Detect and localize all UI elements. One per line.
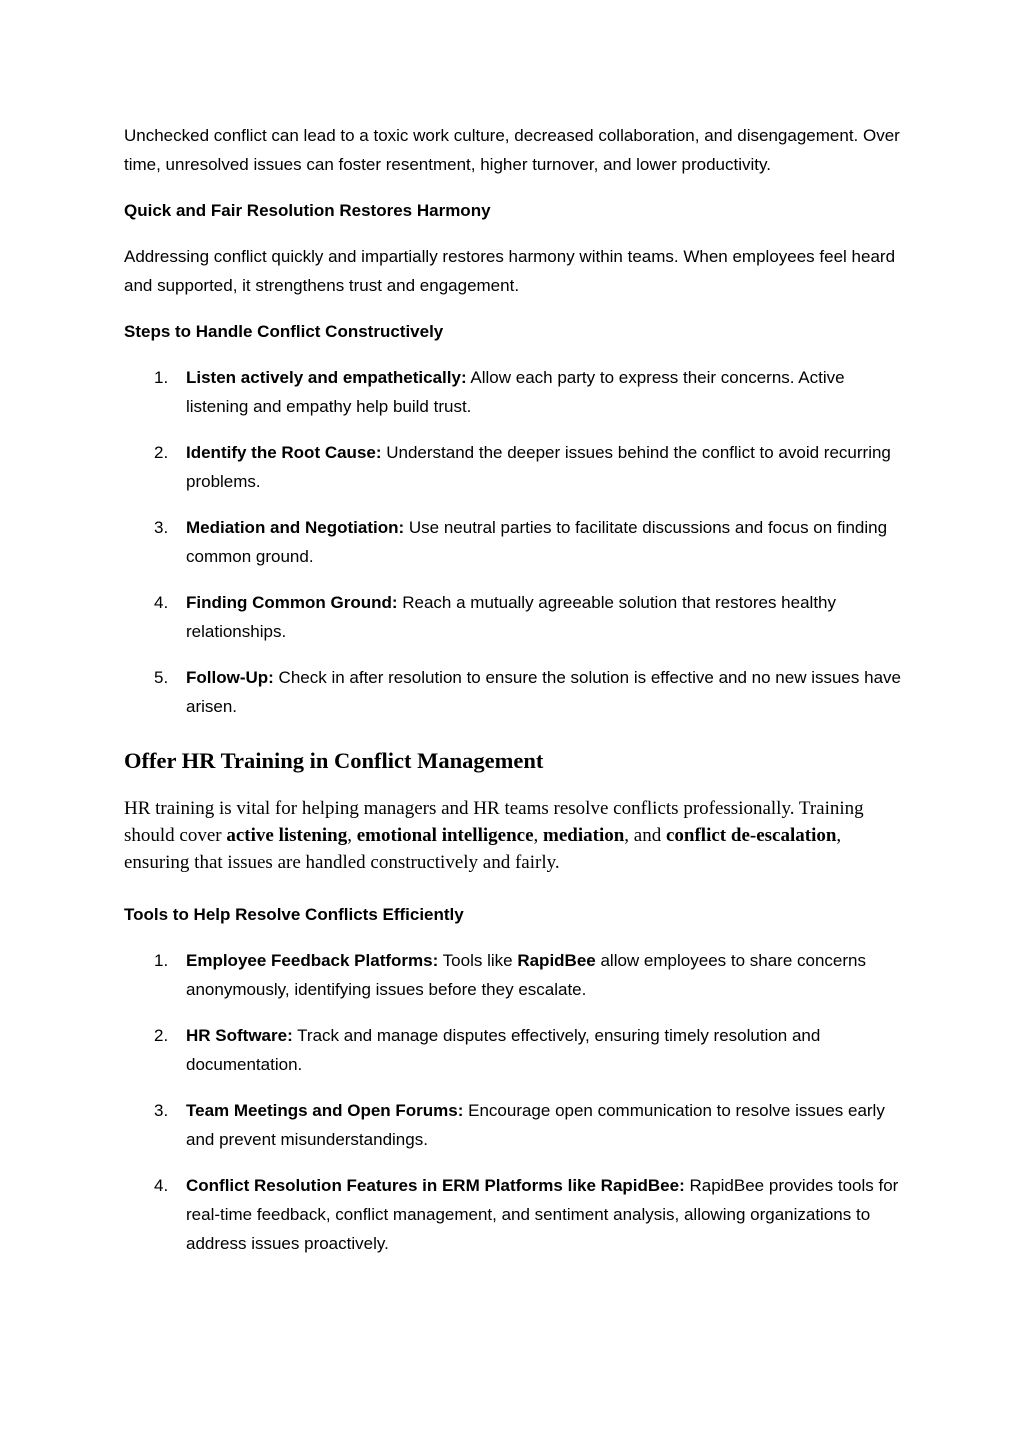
document-page xyxy=(124,121,904,1275)
list-number: 1. xyxy=(154,368,169,387)
list-number: 3. xyxy=(154,518,169,537)
list-item xyxy=(124,363,904,421)
list-number: 4. xyxy=(154,593,169,612)
list-item-title: Identify the Root Cause: xyxy=(186,443,382,462)
bold-term: active listening xyxy=(226,825,348,846)
subheading-quick-resolution: Quick and Fair Resolution Restores Harmony xyxy=(124,201,491,220)
list-number: 4. xyxy=(154,1176,169,1195)
list-item xyxy=(124,1021,904,1079)
subheading-steps: Steps to Handle Conflict Constructively xyxy=(124,322,444,341)
list-item-text: Check in after resolution to ensure the solution is effective and no new issues have arisen. xyxy=(186,668,901,716)
list-number: 3. xyxy=(154,1101,169,1120)
list-item-title: Mediation and Negotiation: xyxy=(186,518,405,537)
list-item-text: Reach a mutually agreeable solution that restores healthy relationships. xyxy=(186,593,836,641)
list-item xyxy=(124,513,904,571)
list-number: 1. xyxy=(154,951,169,970)
list-item-text: Allow each party to express their concerns. Active listening and empathy help build trust. xyxy=(186,368,845,416)
bold-term: emotional intelligence xyxy=(356,825,534,846)
list-item-title: Follow-Up: xyxy=(186,668,274,687)
section-heading-hr-training: Offer HR Training in Conflict Management xyxy=(124,748,544,773)
list-item-title: Conflict Resolution Features in ERM Platforms like RapidBee: xyxy=(186,1176,685,1195)
list-item-text: RapidBee provides tools for real-time feedback, conflict management, and sentiment analysis, allowing organizations to address issues proactively. xyxy=(186,1176,899,1253)
list-item-text: Track and manage disputes effectively, ensuring timely resolution and documentation. xyxy=(186,1026,821,1074)
hr-training-paragraph xyxy=(124,795,904,876)
intro-paragraph: Unchecked conflict can lead to a toxic work culture, decreased collaboration, and disengagement. Over time, unresolved issues can foster resentment, higher turnover, and lower productivity. xyxy=(124,126,900,174)
steps-list xyxy=(124,363,904,721)
text-span: HR training is vital for helping managers and HR teams resolve conflicts professionally. Training should cover xyxy=(124,798,864,846)
list-item-text: Understand the deeper issues behind the conflict to avoid recurring problems. xyxy=(186,443,891,491)
tools-list xyxy=(124,946,904,1258)
text-span: , ensuring that issues are handled constructively and fairly. xyxy=(124,825,842,873)
list-item-text: Use neutral parties to facilitate discussions and focus on finding common ground. xyxy=(186,518,888,566)
quick-resolution-paragraph: Addressing conflict quickly and impartially restores harmony within teams. When employees feel heard and supported, it strengthens trust and engagement. xyxy=(124,247,896,295)
subheading-tools: Tools to Help Resolve Conflicts Efficiently xyxy=(124,905,464,924)
list-item-title: HR Software: xyxy=(186,1026,293,1045)
list-item-title: Team Meetings and Open Forums: xyxy=(186,1101,464,1120)
text-span: , xyxy=(347,825,357,846)
list-item-title: Employee Feedback Platforms: xyxy=(186,951,439,970)
list-item xyxy=(124,946,904,1004)
list-item xyxy=(124,1171,904,1258)
list-number: 5. xyxy=(154,668,169,687)
list-item-title: Finding Common Ground: xyxy=(186,593,398,612)
list-item-text: Encourage open communication to resolve issues early and prevent misunderstandings. xyxy=(186,1101,885,1149)
brand-name: RapidBee xyxy=(517,951,596,970)
list-number: 2. xyxy=(154,1026,169,1045)
text-span: , and xyxy=(624,825,666,846)
list-number: 2. xyxy=(154,443,169,462)
list-item xyxy=(124,663,904,721)
list-item-text: allow employees to share concerns anonymously, identifying issues before they escalate. xyxy=(186,951,866,999)
bold-term: mediation xyxy=(543,825,625,846)
list-item xyxy=(124,438,904,496)
text-span: , xyxy=(533,825,544,846)
list-item-text: Tools like xyxy=(438,951,518,970)
list-item xyxy=(124,588,904,646)
bold-term: conflict de-escalation xyxy=(665,825,837,846)
list-item-title: Listen actively and empathetically: xyxy=(186,368,467,387)
list-item xyxy=(124,1096,904,1154)
